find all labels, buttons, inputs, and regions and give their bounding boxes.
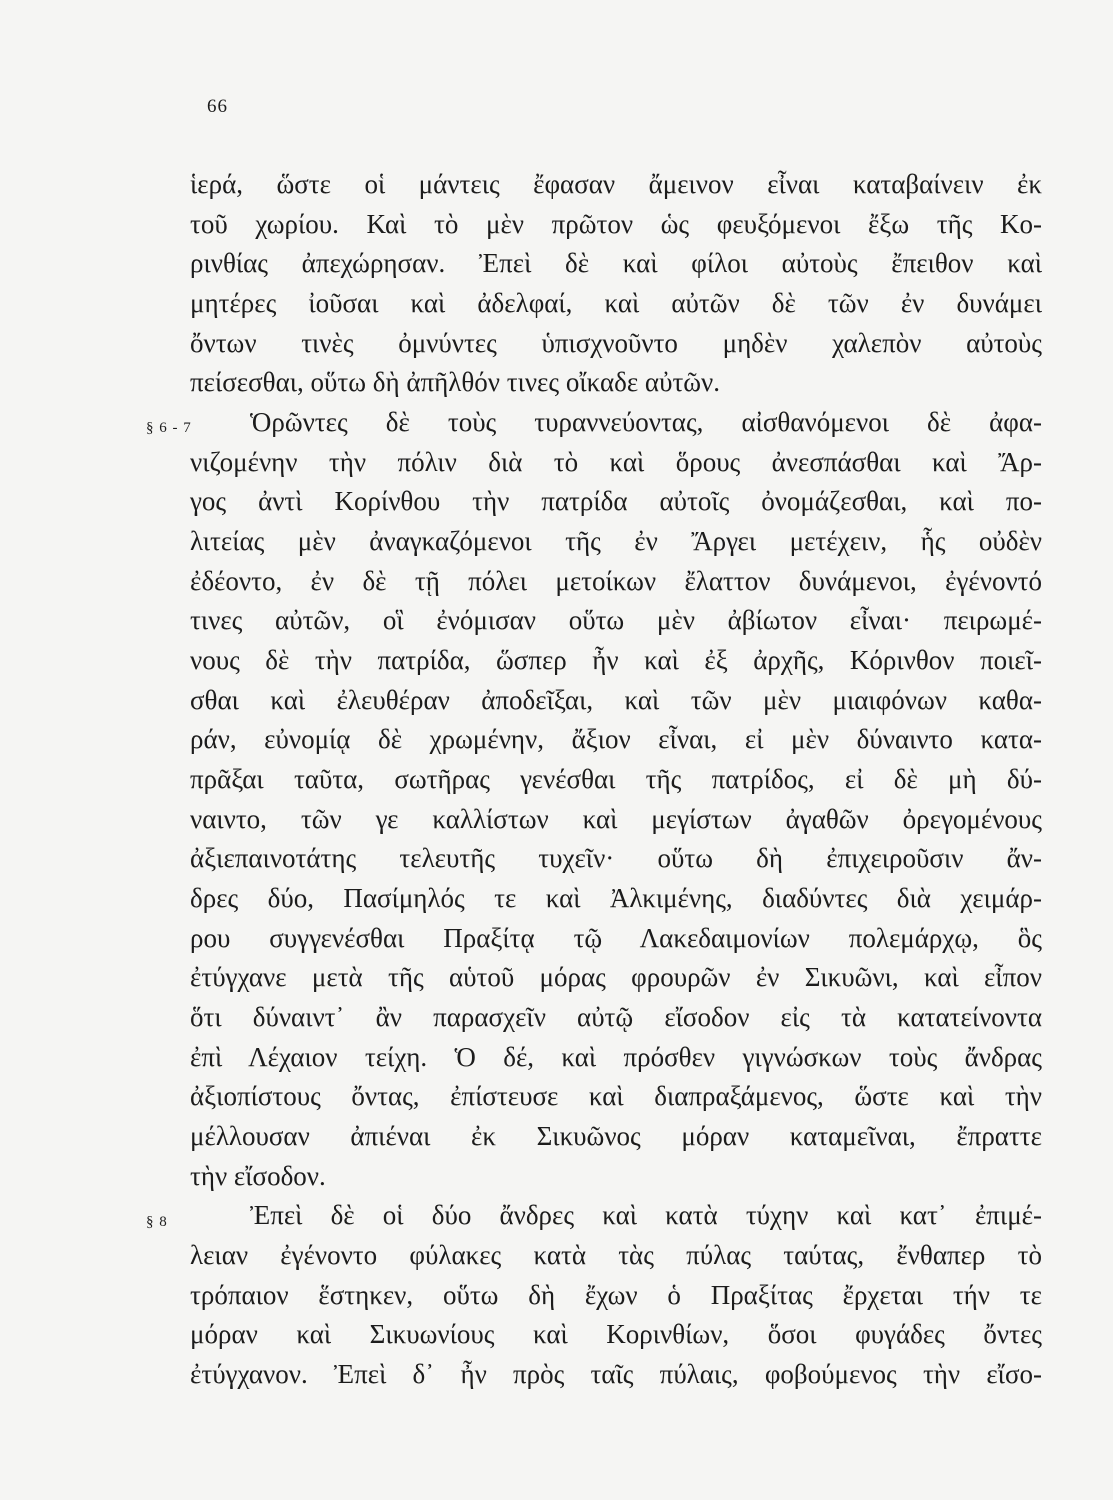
text-line: ρου συγγενέσθαι Πραξίτᾳ τῷ Λακεδαιμονίων πολεμάρχῳ, ὃς — [190, 923, 1042, 953]
text-line: ὅτι δύναιντ᾽ ἂν παρασχεῖν αὐτῷ εἴσοδον εἰς τὰ κατατείνοντα — [190, 1002, 1042, 1032]
text-line: ἐδέοντο, ἐν δὲ τῇ πόλει μετοίκων ἔλαττον δυνάμενοι, ἐγένοντό — [190, 566, 1042, 596]
text-line: σθαι καὶ ἐλευθέραν ἀποδεῖξαι, καὶ τῶν μὲν μιαιφόνων καθα- — [190, 685, 1042, 715]
text-line: νους δὲ τὴν πατρίδα, ὥσπερ ἦν καὶ ἐξ ἀρχῆς, Κόρινθον ποιεῖ- — [190, 645, 1042, 675]
text-line: μέλλουσαν ἀπιέναι ἐκ Σικυῶνος μόραν καταμεῖναι, ἔπραττε — [190, 1121, 1042, 1151]
text-line: τρόπαιον ἕστηκεν, οὕτω δὴ ἔχων ὁ Πραξίτας ἔρχεται τήν τε — [190, 1280, 1042, 1310]
text-line: Ὁρῶντες δὲ τοὺς τυραννεύοντας, αἰσθανόμενοι δὲ ἀφα- — [250, 407, 1042, 437]
text-line: ἐτύγχανον. Ἐπεὶ δ᾽ ἦν πρὸς ταῖς πύλαις, φοβούμενος τὴν εἴσο- — [190, 1359, 1042, 1389]
page-number: 66 — [207, 96, 228, 117]
text-line: ἐτύγχανε μετὰ τῆς αὑτοῦ μόρας φρουρῶν ἐν Σικυῶνι, καὶ εἶπον — [190, 962, 1042, 992]
text-line: ράν, εὐνομίᾳ δὲ χρωμένην, ἄξιον εἶναι, εἰ μὲν δύναιντο κατα- — [190, 724, 1042, 754]
text-line: μητέρες ἰοῦσαι καὶ ἀδελφαί, καὶ αὐτῶν δὲ τῶν ἐν δυνάμει — [190, 288, 1042, 318]
text-line: ἀξιοπίστους ὄντας, ἐπίστευσε καὶ διαπραξάμενος, ὥστε καὶ τὴν — [190, 1081, 1042, 1111]
text-line: λειαν ἐγένοντο φύλακες κατὰ τὰς πύλας ταύτας, ἔνθαπερ τὸ — [190, 1240, 1042, 1270]
text-line: τὴν εἴσοδον. — [190, 1161, 326, 1191]
text-line: τοῦ χωρίου. Καὶ τὸ μὲν πρῶτον ὡς φευξόμενοι ἔξω τῆς Κο- — [190, 209, 1042, 239]
text-line: ἐπὶ Λέχαιον τείχη. Ὁ δέ, καὶ πρόσθεν γιγνώσκων τοὺς ἄνδρας — [190, 1042, 1042, 1072]
text-line: ἀξιεπαινοτάτης τελευτῆς τυχεῖν· οὕτω δὴ ἐπιχειροῦσιν ἄν- — [190, 843, 1042, 873]
text-line: πείσεσθαι, οὕτω δὴ ἀπῆλθόν τινες οἴκαδε αὐτῶν. — [190, 367, 721, 397]
section-mark-8: § 8 — [146, 1214, 168, 1230]
text-line: Ἐπεὶ δὲ οἱ δύο ἄνδρες καὶ κατὰ τύχην καὶ κατ᾽ ἐπιμέ- — [250, 1200, 1042, 1230]
text-line: ὄντων τινὲς ὀμνύντες ὑπισχνοῦντο μηδὲν χαλεπὸν αὐτοὺς — [190, 328, 1042, 358]
text-line: γος ἀντὶ Κορίνθου τὴν πατρίδα αὐτοῖς ὀνομάζεσθαι, καὶ πο- — [190, 486, 1042, 516]
text-line: λιτείας μὲν ἀναγκαζόμενοι τῆς ἐν Ἄργει μετέχειν, ἧς οὐδὲν — [190, 526, 1042, 556]
text-line: ρινθίας ἀπεχώρησαν. Ἐπεὶ δὲ καὶ φίλοι αὐτοὺς ἔπειθον καὶ — [190, 248, 1042, 278]
text-line: ναιντο, τῶν γε καλλίστων καὶ μεγίστων ἀγαθῶν ὀρεγομένους — [190, 804, 1042, 834]
text-line: ἱερά, ὥστε οἱ μάντεις ἔφασαν ἄμεινον εἶναι καταβαίνειν ἐκ — [190, 169, 1042, 199]
text-line: μόραν καὶ Σικυωνίους καὶ Κορινθίων, ὅσοι φυγάδες ὄντες — [190, 1319, 1042, 1349]
section-mark-6-7: § 6 - 7 — [146, 420, 192, 436]
text-line: δρες δύο, Πασίμηλός τε καὶ Ἀλκιμένης, διαδύντες διὰ χειμάρ- — [190, 883, 1042, 913]
text-line: τινες αὐτῶν, οἳ ἐνόμισαν οὕτω μὲν ἀβίωτον εἶναι· πειρωμέ- — [190, 605, 1042, 635]
text-line: νιζομένην τὴν πόλιν διὰ τὸ καὶ ὅρους ἀνεσπάσθαι καὶ Ἄρ- — [190, 447, 1042, 477]
text-line: πρᾶξαι ταῦτα, σωτῆρας γενέσθαι τῆς πατρίδος, εἰ δὲ μὴ δύ- — [190, 764, 1042, 794]
